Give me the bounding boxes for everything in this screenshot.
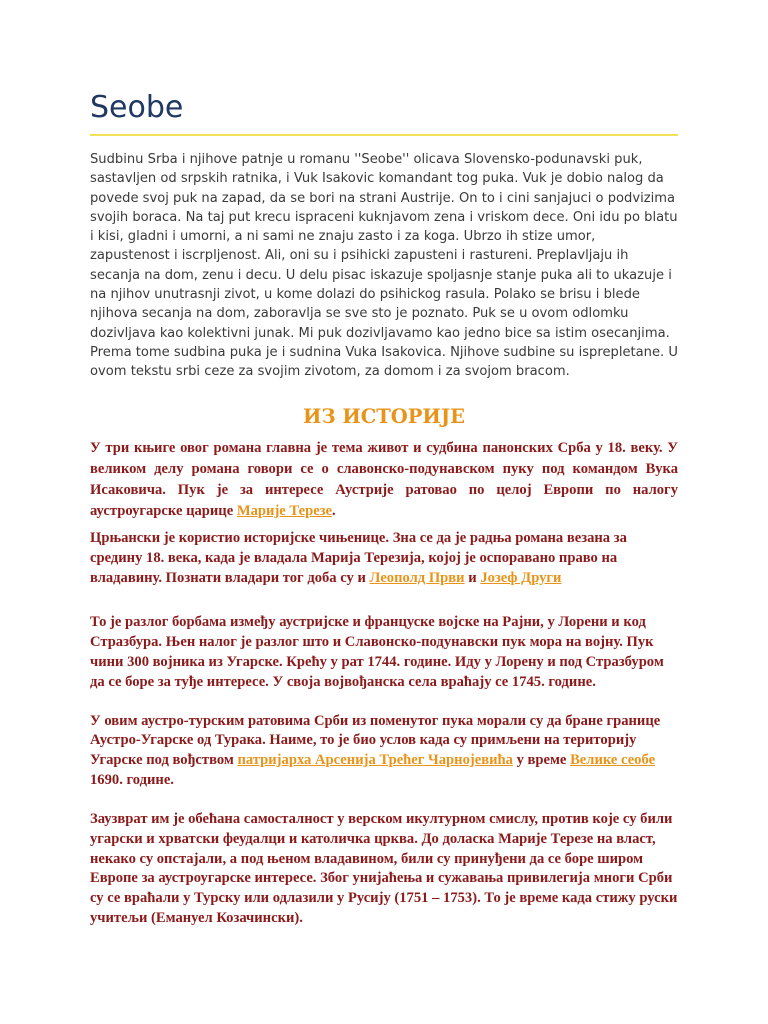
- title-underline: [90, 134, 678, 136]
- history-paragraph-5: Заузврат им је обећана самосталност у верском икултурном смислу, против које су били угарски и хрватски феудалци и католичка црква. До доласка Марије Терезе на власт, некако су опстајали, а под њеном владавином, били су принуђени да се боре широм Европе за аустроугарске интересе. Због унијаћења и сужавања привилегија многи Срби су се враћали у Турску или одлазили у Русију (1751 – 1753). То је време када стижу руски учитељи (Емануел Козачински).: [90, 811, 678, 926]
- link-joseph-second[interactable]: Јозеф Други: [480, 569, 562, 586]
- paragraph-conjunction: и: [464, 569, 481, 586]
- history-paragraph-1: [90, 438, 678, 522]
- history-paragraph-4: [90, 712, 678, 791]
- link-maria-theresa[interactable]: Марије Терезе: [236, 502, 333, 519]
- paragraph-text: У три књиге овог романа главна је тема живот и судбина панонских Срба у 18. веку. У великом делу романа говори се о славонско-подунавском пуку под командом Вука Исаковича. Пук је за интересе Аустрије ратовао по целој Европи по налогу аустроугарске царице: [90, 439, 678, 519]
- history-paragraph-3: То је разлог борбама између аустријске и француске војске на Рајни, у Лорени и код Стразбура. Њен налог је разлог што и Славонско-подунавски пук мора на војну. Пук чини 300 војника из Угарске. Крећу у рат 1744. године. Иду у Лорену и под Стразбуром да се боре за туђе интересе. У своја војвођанска села враћају се 1745. године.: [90, 613, 664, 690]
- link-leopold-first[interactable]: Леополд Први: [369, 569, 465, 586]
- paragraph-text: Црњански је користио историјске чињенице. Зна се да је радња романа везана за средину 18. века, када је владала Марија Терезија, којој је оспоравано право на владавину. Познати владари тог доба су и: [90, 529, 627, 586]
- paragraph-tail: .: [332, 502, 336, 519]
- history-paragraph-2: [90, 528, 678, 588]
- intro-paragraph: Sudbinu Srba i njihove patnje u romanu ''Seobe'' olicava Slovensko-podunavski puk, sastavljen od srpskih ratnika, i Vuk Isakovic komandant tog puka. Vuk je dobio nalog da povede svoj puk na zapad, da se bori na strani Austrije. On to i cini sanjajuci o podvizima svojih boraca. Na taj put krecu ispraceni kuknjavom zena i vriskom dece. Oni idu po blatu i kisi, gladni i umorni, a ni sami ne znaju zasto i za koga. Ubrzo ih stize umor, zapustenost i iscrpljenost. Ali, oni su i psihicki zapusteni i rastureni. Preplavljaju ih secanja na dom, zenu i decu. U delu pisac iskazuje spoljasnje stanje puka ali to ukazuje i na njihov unutrasnji zivot, u kome dolazi do psihickog rasula. Polako se brisu i blede njihova secanja na dom, zaboravlja se sve sto je poznato. Puk se u ovom odlomku dozivljava kao kolektivni junak. Mi puk dozivljavamo kao jedno bice sa istim osecanjima. Prema tome sudbina puka je i sudnina Vuka Isakovica. Njihove sudbine su isprepletane. U ovom tekstu srbi ceze za svojim zivotom, za domom i za svojom bracom.: [90, 152, 678, 380]
- paragraph-text: У овим аустро-турским ратовима Срби из поменутог пука морали су да бране границе Аустро-Угарске од Турака. Наиме, то је био услов када су примљени на територију Угарске под вођством: [90, 712, 661, 768]
- paragraph-tail: 1690. године.: [90, 771, 174, 788]
- document-page: [90, 88, 678, 929]
- document-title: Seobe: [90, 90, 184, 125]
- link-great-migration[interactable]: Велике сеобе: [570, 751, 656, 768]
- paragraph-mid: у време: [512, 751, 571, 768]
- history-heading: ИЗ ИСТОРИЈЕ: [303, 404, 465, 428]
- link-patriarch-arsenije[interactable]: патријарха Арсенија Трећег Чарнојевића: [237, 751, 513, 768]
